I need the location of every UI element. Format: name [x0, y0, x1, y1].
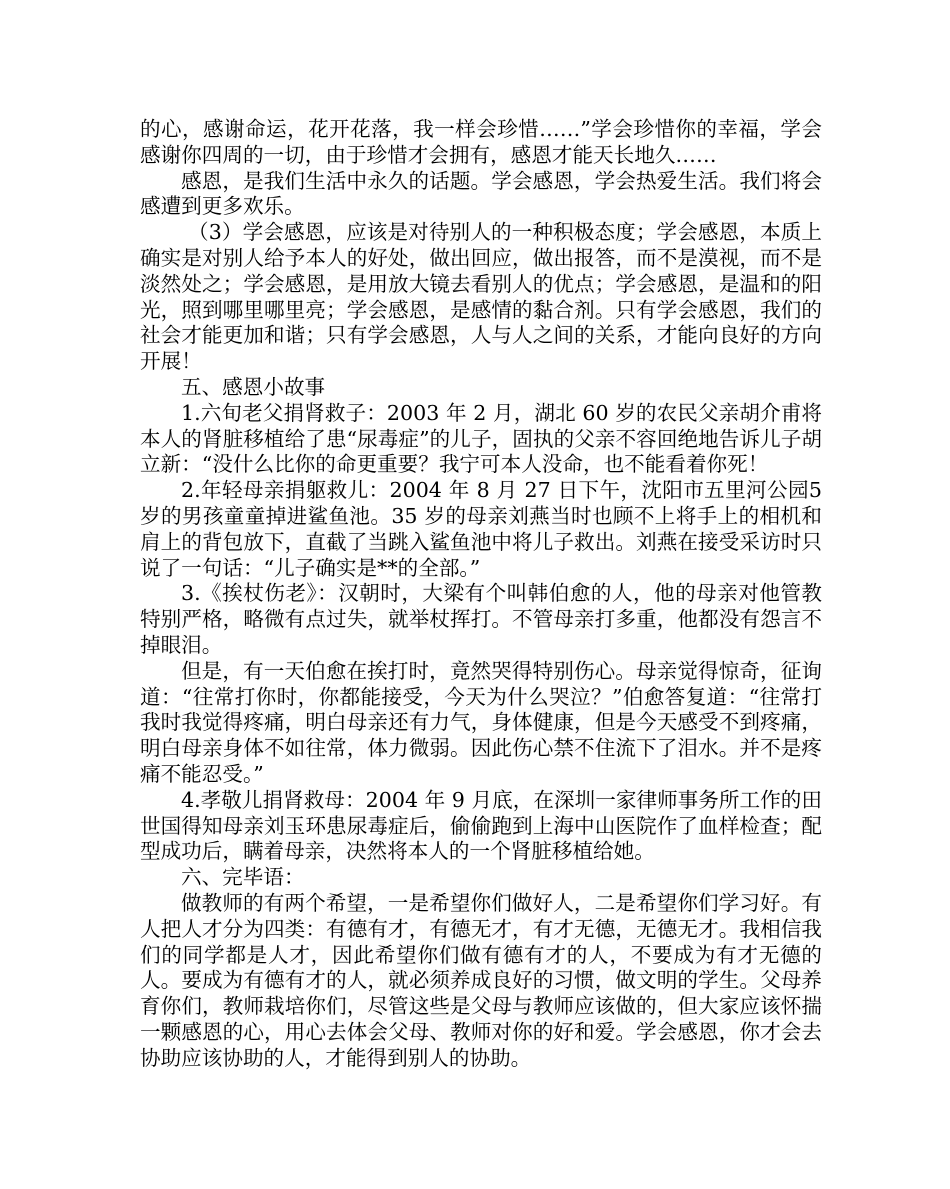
document-body [140, 117, 822, 1071]
paragraph-learn-gratitude: （3）学会感恩，应该是对待别人的一种积极态度；学会感恩，本质上确实是对别人给予本人的好处，做出回应，做出报答，而不是漠视，而不是淡然处之；学会感恩，是用放大镜去看别人的优点；学会感恩，是温和的阳光，照到哪里哪里亮；学会感恩，是感情的黏合剂。只有学会感恩，我们的社会才能更加和谐；只有学会感恩，人与人之间的关系，才能向良好的方向开展！ [140, 220, 822, 374]
paragraph-continuation: 的心，感谢命运，花开花落，我一样会珍惜……”学会珍惜你的幸福，学会感谢你四周的一切，由于珍惜才会拥有，感恩才能天长地久…… [140, 117, 822, 167]
story-1-paragraph: 1.六旬老父捐肾救子：2003 年 2 月，湖北 60 岁的农民父亲胡介甫将本人的肾脏移植给了患“尿毒症”的儿子，固执的父亲不容回绝地告诉儿子胡立新：“没什么比你的命更重要？我宁可本人没命，也不能看着你死！ [140, 400, 822, 477]
story-2-paragraph: 2.年轻母亲捐躯救儿：2004 年 8 月 27 日下午，沈阳市五里河公园5 岁的男孩童童掉进鲨鱼池。35 岁的母亲刘燕当时也顾不上将手上的相机和肩上的背包放下，直截了当跳入鲨鱼池中将儿子救出。刘燕在接受采访时只说了一句话：“儿子确实是**的全部。” [140, 478, 822, 580]
closing-paragraph: 做教师的有两个希望，一是希望你们做好人，二是希望你们学习好。有人把人才分为四类：有德有才，有德无才，有才无德，无德无才。我相信我们的同学都是人才，因此希望你们做有德有才的人，不要成为有才无德的人。要成为有德有才的人，就必须养成良好的习惯，做文明的学生。父母养育你们，教师栽培你们，尽管这些是父母与教师应该做的，但大家应该怀揣一颗感恩的心，用心去体会父母、教师对你的好和爱。学会感恩，你才会去协助应该协助的人，才能得到别人的协助。 [140, 890, 822, 1070]
story-4-paragraph: 4.孝敬儿捐肾救母：2004 年 9 月底，在深圳一家律师事务所工作的田世国得知母亲刘玉环患尿毒症后，偷偷跑到上海中山医院作了血样检查；配型成功后，瞒着母亲，决然将本人的一个肾脏移植给她。 [140, 787, 822, 864]
section-heading-stories: 五、感恩小故事 [181, 374, 326, 399]
story-3-paragraph: 3.《挨杖伤老》：汉朝时，大梁有个叫韩伯愈的人，他的母亲对他管教特别严格，略微有点过失，就举杖挥打。不管母亲打多重，他都没有怨言不掉眼泪。 [140, 581, 822, 657]
section-heading-closing: 六、完毕语： [181, 865, 305, 890]
paragraph-gratitude-topic: 感恩，是我们生活中永久的话题。学会感恩，学会热爱生活。我们将会感遭到更多欢乐。 [140, 168, 822, 219]
story-3-continuation: 但是，有一天伯愈在挨打时，竟然哭得特别伤心。母亲觉得惊奇，征询道：“往常打你时，你都能接受，今天为什么哭泣？”伯愈答复道：“往常打我时我觉得疼痛，明白母亲还有力气，身体健康，但是今天感受不到疼痛，明白母亲身体不如往常，体力微弱。因此伤心禁不住流下了泪水。并不是疼痛不能忍受。” [140, 658, 822, 786]
